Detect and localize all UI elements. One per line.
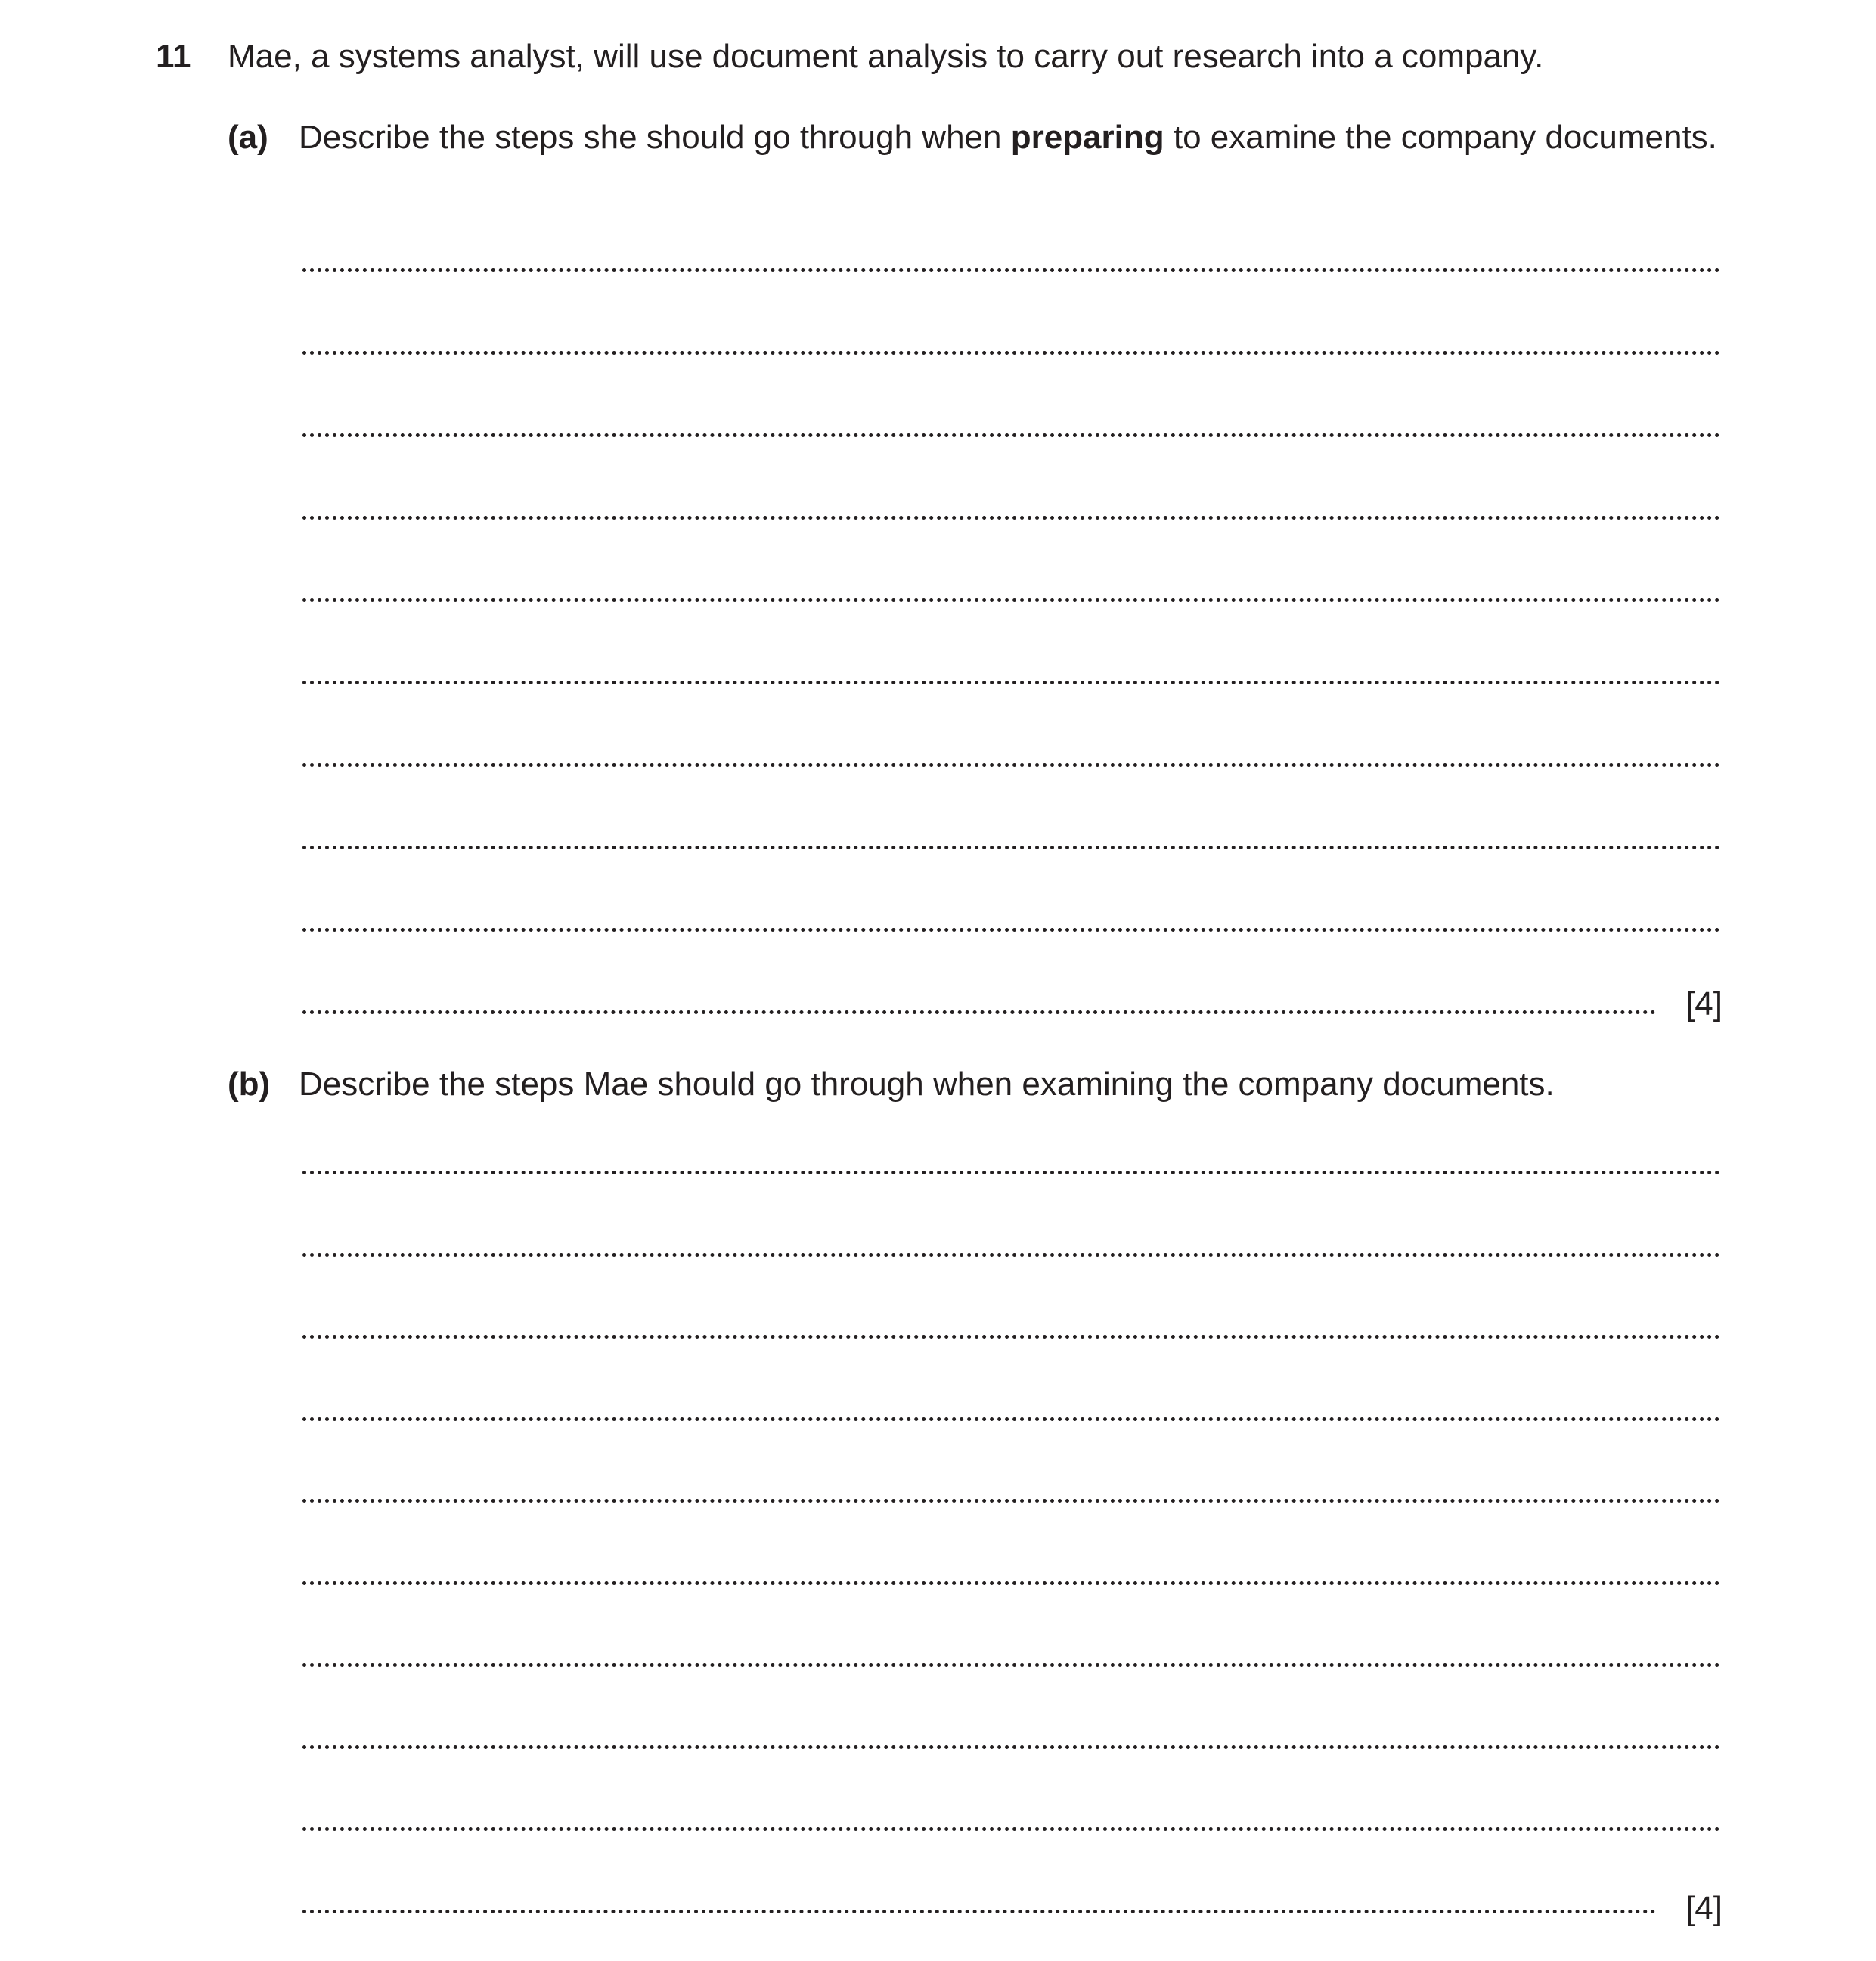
part-a-answer-line[interactable] — [302, 516, 1720, 520]
part-b-answer-line[interactable] — [302, 1253, 1720, 1257]
part-b-answer-line[interactable] — [302, 1171, 1720, 1174]
part-b-answer-line[interactable] — [302, 1663, 1720, 1667]
part-a-answer-line[interactable] — [302, 351, 1720, 355]
part-a-text-bold: preparing — [1010, 119, 1164, 156]
part-b-answer-line[interactable] — [302, 1417, 1720, 1421]
part-b-answer-line[interactable] — [302, 1335, 1720, 1339]
question-number: 11 — [156, 38, 191, 75]
part-a-answer-line[interactable] — [302, 763, 1720, 767]
part-b-answer-line[interactable] — [302, 1581, 1720, 1585]
part-a-text-after: to examine the company documents. — [1164, 119, 1717, 156]
question-stem: Mae, a systems analyst, will use document analysis to carry out research into a company. — [228, 38, 1544, 75]
part-a-marks: [4] — [1685, 985, 1723, 1022]
part-b-answer-line[interactable] — [302, 1499, 1720, 1503]
part-b-label: (b) — [228, 1066, 271, 1103]
part-a-answer-line[interactable] — [302, 433, 1720, 437]
part-a-answer-line[interactable] — [302, 681, 1720, 684]
part-a-answer-line[interactable] — [302, 928, 1720, 932]
part-b-marks: [4] — [1685, 1890, 1723, 1927]
part-b-text: Describe the steps Mae should go through when examining the company documents. — [299, 1066, 1555, 1103]
part-a-text-before: Describe the steps she should go through when — [299, 119, 1011, 156]
part-b-answer-line[interactable] — [302, 1910, 1656, 1913]
part-b-answer-line[interactable] — [302, 1827, 1720, 1831]
part-a-answer-line[interactable] — [302, 268, 1720, 272]
part-b-answer-line[interactable] — [302, 1745, 1720, 1749]
part-a-label: (a) — [228, 119, 268, 156]
part-a-text — [299, 116, 1720, 159]
part-a-answer-line[interactable] — [302, 1010, 1656, 1014]
part-a-answer-line[interactable] — [302, 846, 1720, 849]
part-a-answer-line[interactable] — [302, 598, 1720, 602]
